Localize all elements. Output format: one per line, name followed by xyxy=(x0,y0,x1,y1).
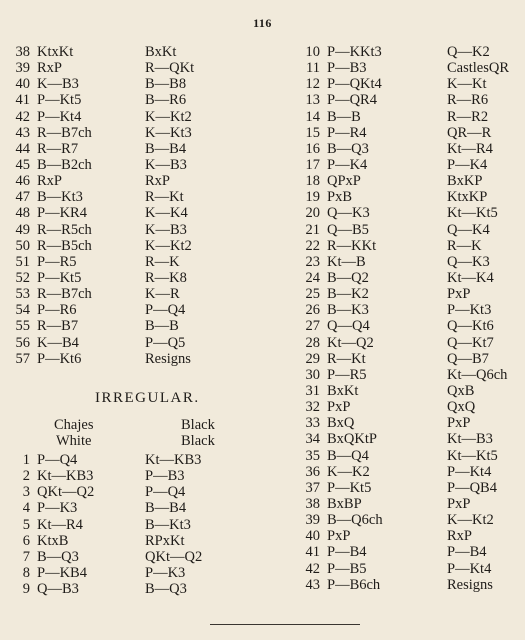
black-move: RxP xyxy=(447,528,472,545)
black-player-name: Black xyxy=(181,417,215,433)
move-row xyxy=(300,383,520,399)
black-move: K—Kt3 xyxy=(145,124,192,141)
move-number: 10 xyxy=(305,44,320,60)
move-number: 29 xyxy=(305,350,320,367)
move-number: 38 xyxy=(305,495,320,512)
white-move: P—R5 xyxy=(37,253,77,270)
move-row xyxy=(300,205,520,221)
move-number: 15 xyxy=(305,124,320,141)
move-number: 50 xyxy=(15,237,30,254)
move-number: 40 xyxy=(305,528,320,545)
move-number: 49 xyxy=(15,221,30,238)
move-number: 46 xyxy=(15,173,30,190)
black-move: P—Kt4 xyxy=(447,463,492,480)
white-move: R—B5ch xyxy=(37,237,92,254)
move-row xyxy=(300,60,520,76)
white-move: P—KR4 xyxy=(37,205,87,222)
move-number: 56 xyxy=(15,334,30,351)
move-row xyxy=(300,302,520,318)
move-number: 5 xyxy=(22,516,30,533)
move-number: 12 xyxy=(305,76,320,93)
move-number: 40 xyxy=(15,76,30,93)
white-move: Kt—Q2 xyxy=(327,334,374,351)
move-row xyxy=(10,222,290,238)
white-move: B—Q6ch xyxy=(327,512,383,529)
white-move: P—R6 xyxy=(37,302,77,319)
white-move: K—K2 xyxy=(327,463,370,480)
white-move: BxBP xyxy=(327,495,362,512)
black-move: RxP xyxy=(145,173,170,190)
move-number: 4 xyxy=(22,500,30,517)
move-row xyxy=(300,335,520,351)
black-move: Kt—Kt5 xyxy=(447,447,498,464)
move-number: 34 xyxy=(305,431,320,448)
white-move: B—B xyxy=(327,108,361,125)
move-number: 16 xyxy=(305,140,320,157)
move-row xyxy=(10,44,290,60)
move-number: 33 xyxy=(305,415,320,432)
move-number: 41 xyxy=(305,544,320,561)
black-move: Q—Kt6 xyxy=(447,318,494,335)
black-move: PxP xyxy=(447,286,471,303)
black-move: R—R2 xyxy=(447,108,489,125)
white-move: QPxP xyxy=(327,173,361,190)
move-number: 35 xyxy=(305,447,320,464)
white-move: B—Q4 xyxy=(327,447,369,464)
move-row xyxy=(10,565,290,581)
move-row xyxy=(300,448,520,464)
move-number: 27 xyxy=(305,318,320,335)
black-move: P—B4 xyxy=(447,544,487,561)
black-move: B—B4 xyxy=(145,140,187,157)
white-move: P—Q4 xyxy=(37,452,78,468)
white-move: P—Kt4 xyxy=(37,108,82,125)
white-move: Kt—R4 xyxy=(37,516,83,533)
white-move: P—KB4 xyxy=(37,564,87,581)
move-number: 30 xyxy=(305,366,320,383)
move-row xyxy=(300,318,520,334)
move-number: 1 xyxy=(22,452,30,468)
move-row xyxy=(300,141,520,157)
white-move: B—Q3 xyxy=(327,140,369,157)
white-move: P—Kt5 xyxy=(37,92,82,109)
move-row xyxy=(10,189,290,205)
move-number: 52 xyxy=(15,269,30,286)
move-number: 51 xyxy=(15,253,30,270)
move-row xyxy=(10,205,290,221)
white-move: K—B4 xyxy=(37,334,79,351)
white-move: QKt—Q2 xyxy=(37,484,95,501)
black-move: Q—K4 xyxy=(447,221,490,238)
move-row xyxy=(10,468,290,484)
black-move: Kt—K4 xyxy=(447,269,494,286)
move-number: 8 xyxy=(22,564,30,581)
move-number: 39 xyxy=(15,60,30,77)
black-move: R—R6 xyxy=(447,92,489,109)
move-row xyxy=(300,286,520,302)
move-row xyxy=(300,351,520,367)
move-row xyxy=(10,76,290,92)
black-move: R—K xyxy=(447,237,482,254)
black-move: R—K8 xyxy=(145,269,187,286)
move-number: 32 xyxy=(305,399,320,416)
white-player-name: Chajes xyxy=(54,417,94,433)
black-move: K—K4 xyxy=(145,205,188,222)
white-move: Q—Q4 xyxy=(327,318,370,335)
white-move: BxKt xyxy=(327,382,359,399)
black-move: QxB xyxy=(447,382,475,399)
black-move: Kt—Q6ch xyxy=(447,366,508,383)
move-row xyxy=(300,125,520,141)
previous-game-ending xyxy=(10,44,290,367)
black-move: Kt—Kt5 xyxy=(447,205,498,222)
move-row xyxy=(10,500,290,516)
black-move: QR—R xyxy=(447,124,492,141)
white-move: P—Kt6 xyxy=(37,350,82,367)
move-number: 54 xyxy=(15,302,30,319)
white-move: R—R5ch xyxy=(37,221,92,238)
move-row xyxy=(300,109,520,125)
white-move: P—K3 xyxy=(37,500,78,517)
black-move: K—Kt xyxy=(447,76,487,93)
black-move: Resigns xyxy=(447,576,493,593)
white-move: PxP xyxy=(327,528,351,545)
move-row xyxy=(10,549,290,565)
irregular-moves-left xyxy=(10,452,290,597)
move-number: 2 xyxy=(22,468,30,485)
move-row xyxy=(10,533,290,549)
move-row xyxy=(10,351,290,367)
move-row xyxy=(300,44,520,60)
white-move: P—QR4 xyxy=(327,92,377,109)
white-move: B—B2ch xyxy=(37,156,92,173)
white-move: K—B3 xyxy=(37,76,79,93)
move-row xyxy=(300,399,520,415)
move-number: 53 xyxy=(15,286,30,303)
white-move: P—B6ch xyxy=(327,576,381,593)
white-move: P—Kt5 xyxy=(327,479,372,496)
move-row xyxy=(300,480,520,496)
black-move: K—B3 xyxy=(145,221,187,238)
move-number: 26 xyxy=(305,302,320,319)
white-move: P—QKt4 xyxy=(327,76,382,93)
black-move: PxP xyxy=(447,415,471,432)
move-number: 28 xyxy=(305,334,320,351)
black-move: R—QKt xyxy=(145,60,195,77)
move-number: 42 xyxy=(305,560,320,577)
move-number: 47 xyxy=(15,189,30,206)
move-row xyxy=(300,512,520,528)
move-number: 22 xyxy=(305,237,320,254)
move-number: 25 xyxy=(305,286,320,303)
move-row xyxy=(300,76,520,92)
black-move: K—R xyxy=(145,286,180,303)
move-number: 18 xyxy=(305,173,320,190)
move-row xyxy=(10,335,290,351)
white-label: White xyxy=(56,433,92,449)
move-row xyxy=(300,189,520,205)
move-number: 17 xyxy=(305,156,320,173)
move-number: 20 xyxy=(305,205,320,222)
white-move: KtxKt xyxy=(37,44,74,60)
black-move: P—QB4 xyxy=(447,479,497,496)
black-move: Kt—B3 xyxy=(447,431,493,448)
move-number: 6 xyxy=(22,532,30,549)
white-move: B—Q3 xyxy=(37,548,79,565)
black-move: K—Kt2 xyxy=(145,237,192,254)
move-number: 44 xyxy=(15,140,30,157)
move-number: 37 xyxy=(305,479,320,496)
move-row xyxy=(300,92,520,108)
black-move: P—K3 xyxy=(145,564,186,581)
black-move: P—Q4 xyxy=(145,484,186,501)
black-move: Kt—KB3 xyxy=(145,452,202,468)
black-move: B—B xyxy=(145,318,179,335)
black-move: K—Kt2 xyxy=(145,108,192,125)
black-move: R—K xyxy=(145,253,180,270)
white-move: P—R4 xyxy=(327,124,367,141)
move-number: 43 xyxy=(15,124,30,141)
white-move: R—B7ch xyxy=(37,286,92,303)
move-number: 23 xyxy=(305,253,320,270)
white-move: B—Q2 xyxy=(327,269,369,286)
move-row xyxy=(10,254,290,270)
white-move: B—K2 xyxy=(327,286,369,303)
move-row xyxy=(300,544,520,560)
move-number: 36 xyxy=(305,463,320,480)
move-number: 19 xyxy=(305,189,320,206)
black-move: Kt—R4 xyxy=(447,140,493,157)
black-move: PxP xyxy=(447,495,471,512)
move-row xyxy=(10,109,290,125)
white-move: PxB xyxy=(327,189,352,206)
move-row xyxy=(300,561,520,577)
move-row xyxy=(300,528,520,544)
white-move: R—KKt xyxy=(327,237,377,254)
move-row xyxy=(300,496,520,512)
move-number: 14 xyxy=(305,108,320,125)
move-number: 3 xyxy=(22,484,30,501)
black-move: P—Q5 xyxy=(145,334,186,351)
black-move: P—Kt4 xyxy=(447,560,492,577)
white-move: P—R5 xyxy=(327,366,367,383)
move-number: 7 xyxy=(22,548,30,565)
white-move: BxQKtP xyxy=(327,431,377,448)
black-move: KtxKP xyxy=(447,189,488,206)
black-move: Q—Kt7 xyxy=(447,334,494,351)
move-row xyxy=(300,254,520,270)
white-move: R—B7 xyxy=(37,318,79,335)
move-row xyxy=(10,452,290,468)
black-move: B—B4 xyxy=(145,500,187,517)
white-move: Q—B3 xyxy=(37,581,79,598)
move-row xyxy=(300,415,520,431)
white-move: BxQ xyxy=(327,415,355,432)
white-move: RxP xyxy=(37,173,62,190)
move-number: 9 xyxy=(22,581,30,598)
black-move: B—Q3 xyxy=(145,581,187,598)
black-move: CastlesQR xyxy=(447,60,510,77)
move-row xyxy=(10,581,290,597)
move-row xyxy=(10,286,290,302)
move-row xyxy=(10,238,290,254)
black-move: Q—K2 xyxy=(447,44,490,60)
move-row xyxy=(300,270,520,286)
move-number: 38 xyxy=(15,44,30,60)
black-move: B—B8 xyxy=(145,76,187,93)
black-move: Q—K3 xyxy=(447,253,490,270)
move-row xyxy=(300,431,520,447)
white-move: KtxB xyxy=(37,532,69,549)
move-row xyxy=(10,125,290,141)
move-row xyxy=(10,92,290,108)
white-move: B—K3 xyxy=(327,302,369,319)
white-move: PxP xyxy=(327,399,351,416)
move-number: 41 xyxy=(15,92,30,109)
move-row xyxy=(300,222,520,238)
move-row xyxy=(300,173,520,189)
move-row xyxy=(10,141,290,157)
white-move: Kt—KB3 xyxy=(37,468,94,485)
move-row xyxy=(10,484,290,500)
move-row xyxy=(300,238,520,254)
white-move: P—B5 xyxy=(327,560,367,577)
black-move: BxKt xyxy=(145,44,177,60)
white-move: B—Kt3 xyxy=(37,189,83,206)
move-row xyxy=(10,318,290,334)
white-move: RxP xyxy=(37,60,62,77)
white-move: R—Kt xyxy=(327,350,366,367)
black-move: B—Kt3 xyxy=(145,516,191,533)
white-move: Q—B5 xyxy=(327,221,369,238)
white-move: Kt—B xyxy=(327,253,366,270)
black-move: R—Kt xyxy=(145,189,184,206)
black-move: P—K4 xyxy=(447,156,488,173)
move-row xyxy=(300,157,520,173)
white-move: P—K4 xyxy=(327,156,368,173)
page-number: 116 xyxy=(253,16,272,30)
white-move: R—B7ch xyxy=(37,124,92,141)
move-row xyxy=(300,577,520,593)
black-move: QKt—Q2 xyxy=(145,548,203,565)
move-row xyxy=(300,367,520,383)
black-label: Black xyxy=(181,433,215,449)
move-number: 42 xyxy=(15,108,30,125)
move-number: 48 xyxy=(15,205,30,222)
white-move: P—Kt5 xyxy=(37,269,82,286)
move-row xyxy=(10,302,290,318)
move-number: 57 xyxy=(15,350,30,367)
move-number: 21 xyxy=(305,221,320,238)
white-move: Q—K3 xyxy=(327,205,370,222)
move-number: 11 xyxy=(306,60,320,77)
white-move: P—KKt3 xyxy=(327,44,382,60)
white-move: P—B4 xyxy=(327,544,367,561)
black-move: Q—B7 xyxy=(447,350,489,367)
move-number: 45 xyxy=(15,156,30,173)
black-move: P—B3 xyxy=(145,468,185,485)
black-move: B—R6 xyxy=(145,92,187,109)
bottom-divider xyxy=(210,624,360,625)
move-row xyxy=(10,173,290,189)
white-move: R—R7 xyxy=(37,140,79,157)
move-number: 55 xyxy=(15,318,30,335)
black-move: QxQ xyxy=(447,399,476,416)
move-row xyxy=(10,157,290,173)
irregular-moves-right xyxy=(300,44,520,593)
black-move: RPxKt xyxy=(145,532,185,549)
black-move: Resigns xyxy=(145,350,191,367)
black-move: P—Q4 xyxy=(145,302,186,319)
move-number: 39 xyxy=(305,512,320,529)
black-move: K—B3 xyxy=(145,156,187,173)
move-number: 43 xyxy=(305,576,320,593)
move-number: 24 xyxy=(305,269,320,286)
move-number: 13 xyxy=(305,92,320,109)
move-row xyxy=(10,517,290,533)
move-row xyxy=(300,464,520,480)
white-move: P—B3 xyxy=(327,60,367,77)
section-title-irregular: IRREGULAR. xyxy=(95,390,200,406)
black-move: K—Kt2 xyxy=(447,512,494,529)
black-move: BxKP xyxy=(447,173,483,190)
move-row xyxy=(10,270,290,286)
move-number: 31 xyxy=(305,382,320,399)
move-row xyxy=(10,60,290,76)
black-move: P—Kt3 xyxy=(447,302,492,319)
